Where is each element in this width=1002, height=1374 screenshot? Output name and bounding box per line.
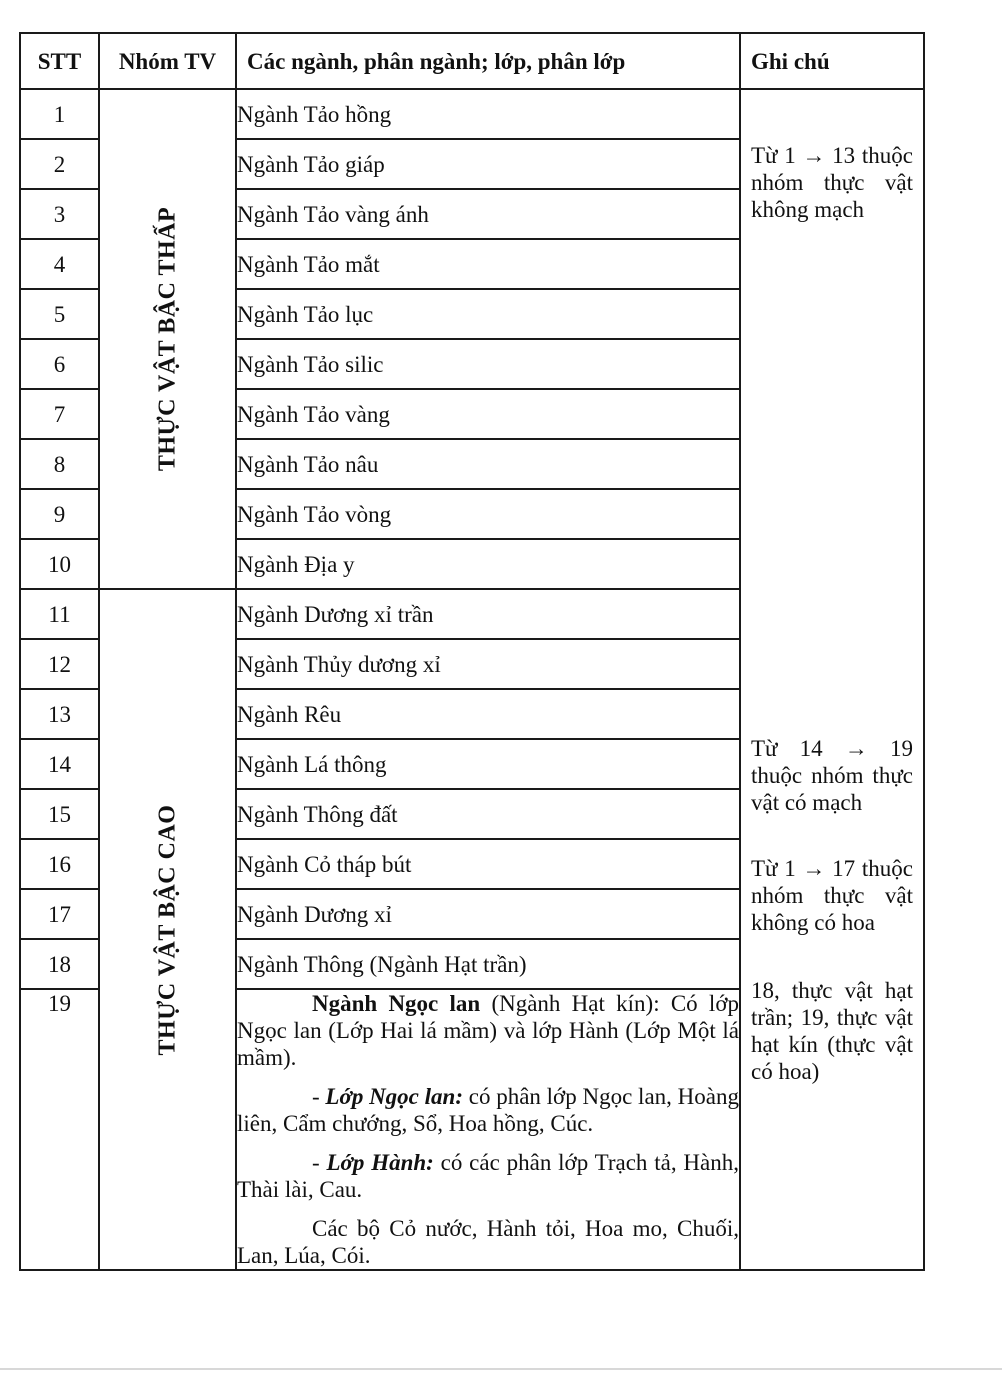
row-number: 1	[20, 89, 99, 139]
classification-table	[19, 32, 925, 1271]
division-name: Ngành Rêu	[236, 689, 740, 739]
row-number: 18	[20, 939, 99, 989]
division-name: Ngành Cỏ tháp bút	[236, 839, 740, 889]
note-seed-plants: 18, thực vật hạt trần; 19, thực vật hạt kín (thực vật có hoa)	[751, 978, 913, 1084]
row-number: 10	[20, 539, 99, 589]
header-taxa: Các ngành, phân ngành; lớp, phân lớp	[236, 33, 740, 89]
header-row	[20, 33, 924, 89]
row-number: 17	[20, 889, 99, 939]
page-bottom-divider	[0, 1368, 1002, 1370]
row-number: 8	[20, 439, 99, 489]
division-name: Ngành Tảo giáp	[236, 139, 740, 189]
row-number: 6	[20, 339, 99, 389]
division-name: Ngành Địa y	[236, 539, 740, 589]
row-number: 15	[20, 789, 99, 839]
group-lower-label: THỰC VẬT BẬC THẤP	[154, 206, 180, 472]
division-name: Ngành Tảo nâu	[236, 439, 740, 489]
row-number: 12	[20, 639, 99, 689]
division-name: Ngành Tảo mắt	[236, 239, 740, 289]
division-name: Ngành Thông đất	[236, 789, 740, 839]
notes-cell	[740, 89, 924, 1270]
group-higher-cell	[99, 589, 236, 1270]
division-name: Ngành Tảo hồng	[236, 89, 740, 139]
orders-text: Các bộ Cỏ nước, Hành tỏi, Hoa mo, Chuối, Lan, Lúa, Cói.	[237, 1216, 739, 1268]
monocot-dash: -	[312, 1150, 327, 1175]
division-name: Ngành Tảo vàng ánh	[236, 189, 740, 239]
row-number: 13	[20, 689, 99, 739]
group-higher-label: THỰC VẬT BẬC CAO	[154, 804, 180, 1055]
monocot-class-paragraph	[237, 1149, 739, 1203]
angiosperm-intro	[237, 990, 739, 1071]
row-number: 7	[20, 389, 99, 439]
row-number: 5	[20, 289, 99, 339]
row-number: 2	[20, 139, 99, 189]
header-stt: STT	[20, 33, 99, 89]
row-number: 14	[20, 739, 99, 789]
dicot-class-title: Lớp Ngọc lan:	[325, 1084, 463, 1109]
monocot-class-title: Lớp Hành:	[326, 1150, 434, 1175]
dicot-class-text: có phân lớp Ngọc lan, Hoàng liên, Cẩm chướng, Sổ, Hoa hồng, Cúc.	[237, 1084, 739, 1136]
angiosperm-title: Ngành Ngọc lan	[312, 991, 481, 1016]
row-number: 19	[20, 989, 99, 1270]
row-number: 3	[20, 189, 99, 239]
division-name: Ngành Tảo vòng	[236, 489, 740, 539]
row-number: 16	[20, 839, 99, 889]
division-name: Ngành Lá thông	[236, 739, 740, 789]
division-name: Ngành Tảo vàng	[236, 389, 740, 439]
angiosperm-details	[236, 989, 740, 1270]
monocot-class-text: có các phân lớp Trạch tả, Hành, Thài lài, Cau.	[237, 1150, 739, 1202]
division-name: Ngành Tảo lục	[236, 289, 740, 339]
dicot-dash: -	[312, 1084, 326, 1109]
header-group: Nhóm TV	[99, 33, 236, 89]
division-name: Ngành Tảo silic	[236, 339, 740, 389]
division-name: Ngành Thông (Ngành Hạt trần)	[236, 939, 740, 989]
row-number: 4	[20, 239, 99, 289]
division-name: Ngành Thủy dương xỉ	[236, 639, 740, 689]
angiosperm-intro-text: (Ngành Hạt kín): Có lớp Ngọc lan (Lớp Hai lá mầm) và lớp Hành (Lớp Một lá mầm).	[237, 991, 739, 1070]
dicot-class-paragraph	[237, 1083, 739, 1137]
division-name: Ngành Dương xỉ	[236, 889, 740, 939]
note-nonvascular: Từ 1 → 13 thuộc nhóm thực vật không mạch	[751, 143, 913, 222]
division-name: Ngành Dương xỉ trần	[236, 589, 740, 639]
group-lower-cell	[99, 89, 236, 589]
table-row	[20, 89, 924, 139]
row-number: 11	[20, 589, 99, 639]
header-notes: Ghi chú	[740, 33, 924, 89]
note-vascular: Từ 14 → 19 thuộc nhóm thực vật có mạch	[751, 736, 913, 815]
orders-paragraph	[237, 1215, 739, 1269]
note-nonflowering: Từ 1 → 17 thuộc nhóm thực vật không có hoa	[751, 856, 913, 935]
row-number: 9	[20, 489, 99, 539]
